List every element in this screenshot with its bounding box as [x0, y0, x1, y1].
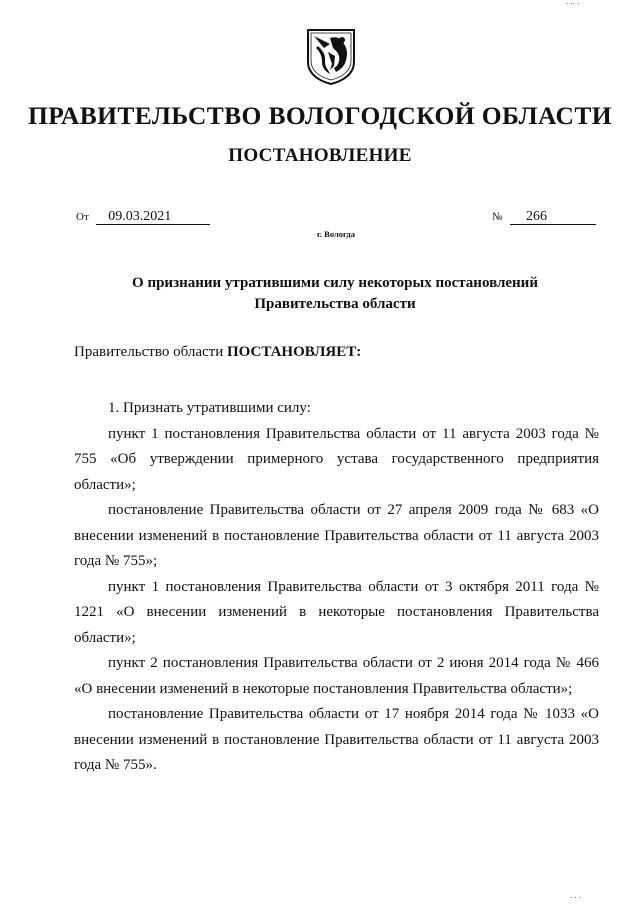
scan-mark-bottom: . . .	[570, 890, 582, 900]
subject-line-2: Правительства области	[254, 296, 416, 312]
document-number	[492, 209, 596, 225]
subject-line-1: О признании утратившими силу некоторых постановлений	[132, 275, 538, 291]
date-value: 09.03.2021	[96, 210, 210, 225]
preamble-lead: Правительство области	[74, 344, 227, 360]
preamble-decree: ПОСТАНОВЛЯЕТ:	[226, 344, 362, 360]
paragraph-revoked-1: пункт 1 постановления Правительства области от 11 августа 2003 года № 755 «Об утверждении примерного устава государственного предприятия области»;	[74, 425, 599, 493]
coat-of-arms-icon	[300, 26, 362, 86]
document-date	[76, 209, 210, 225]
document-type-title: ПОСТАНОВЛЕНИЕ	[228, 145, 412, 166]
scan-mark-top: . .. .	[566, 0, 580, 6]
paragraph-revoked-3: пункт 1 постановления Правительства области от 3 октября 2011 года № 1221 «О внесении изменений в некоторые постановления Правительства области»;	[74, 578, 599, 646]
number-value: 266	[510, 210, 596, 225]
number-prefix: №	[492, 211, 503, 223]
paragraph-revoked-4: пункт 2 постановления Правительства области от 2 июня 2014 года № 466 «О внесении изменений в некоторые постановления Правительства области»;	[74, 655, 599, 697]
document-subject	[0, 273, 640, 315]
date-prefix: От	[76, 211, 89, 223]
government-title: ПРАВИТЕЛЬСТВО ВОЛОГОДСКОЙ ОБЛАСТИ	[27, 101, 613, 130]
issuing-city: г. Вологда	[317, 229, 355, 239]
document-body	[74, 396, 599, 779]
paragraph-revoked-5: постановление Правительства области от 17 ноября 2014 года № 1033 «О внесении изменений в постановление Правительства области от 11 августа 2003 года № 755».	[74, 706, 599, 773]
paragraph-item-1: 1. Признать утратившими силу:	[108, 400, 311, 416]
preamble	[74, 344, 361, 361]
paragraph-revoked-2: постановление Правительства области от 27 апреля 2009 года № 683 «О внесении изменений в постановление Правительства области от 11 августа 2003 года № 755»;	[74, 502, 599, 569]
